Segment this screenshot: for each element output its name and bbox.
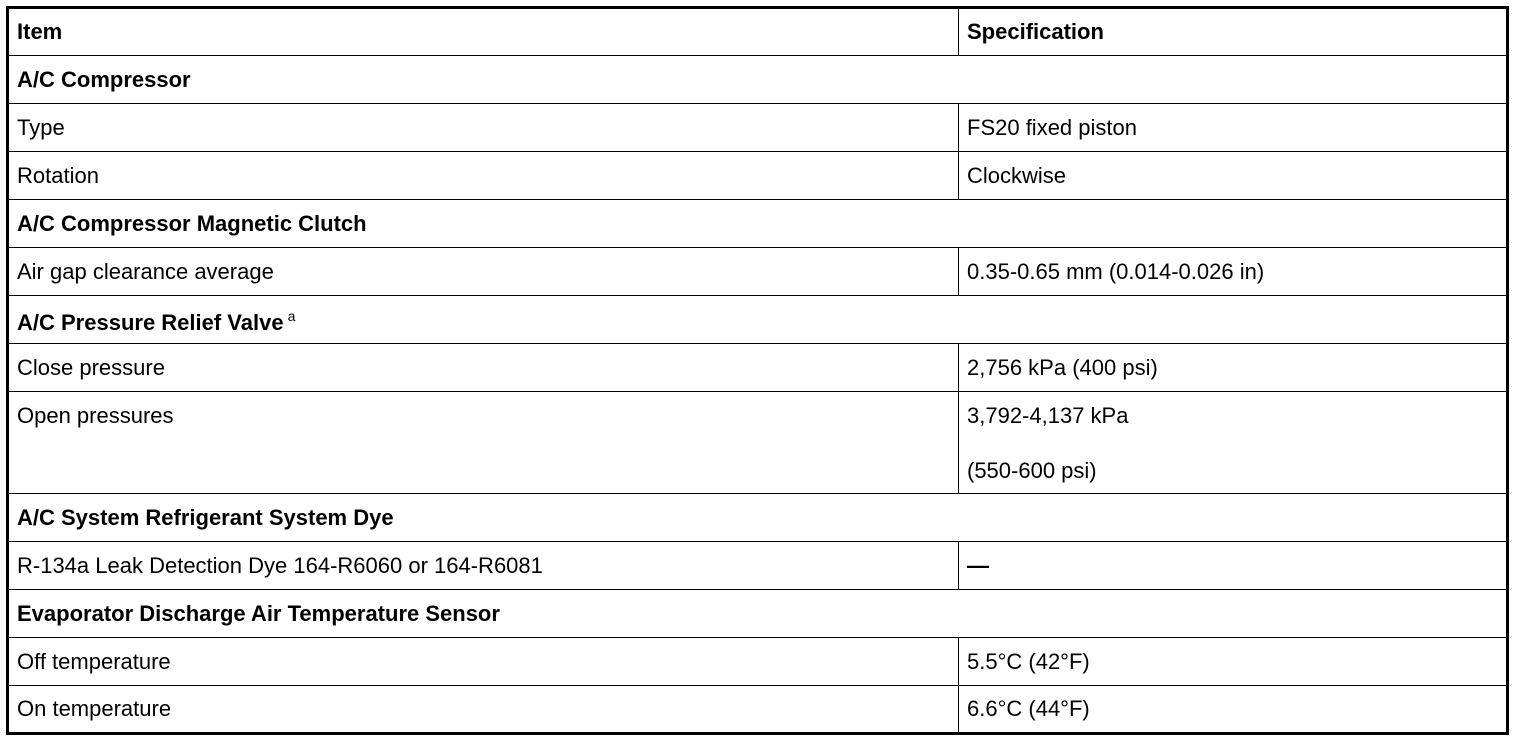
table-row [8,104,1508,152]
spec-line-1: 3,792-4,137 kPa [967,403,1129,428]
item-cell: Off temperature [8,638,959,686]
spec-cell: 6.6°C (44°F) [959,686,1508,734]
footnote-marker: a [287,308,296,324]
spec-cell [959,392,1508,494]
section-title: A/C Pressure Relief Valve [17,310,284,335]
table-row [8,392,1508,494]
table-row [8,686,1508,734]
item-cell: Rotation [8,152,959,200]
section-title-cell [8,296,1508,344]
header-specification: Specification [959,8,1508,56]
table-row [8,542,1508,590]
item-cell: Type [8,104,959,152]
spec-cell: 0.35-0.65 mm (0.014-0.026 in) [959,248,1508,296]
section-title: Evaporator Discharge Air Temperature Sensor [8,590,1508,638]
section-title: A/C System Refrigerant System Dye [8,494,1508,542]
section-header-row [8,590,1508,638]
table-header-row [8,8,1508,56]
item-cell: R-134a Leak Detection Dye 164-R6060 or 164-R6081 [8,542,959,590]
section-header-row [8,56,1508,104]
header-item: Item [8,8,959,56]
spec-cell: Clockwise [959,152,1508,200]
section-title: A/C Compressor Magnetic Clutch [8,200,1508,248]
spec-cell: FS20 fixed piston [959,104,1508,152]
item-cell: Close pressure [8,344,959,392]
table-row [8,248,1508,296]
section-header-row [8,296,1508,344]
item-cell: Air gap clearance average [8,248,959,296]
spec-cell: 2,756 kPa (400 psi) [959,344,1508,392]
item-cell: On temperature [8,686,959,734]
section-header-row [8,200,1508,248]
section-title: A/C Compressor [8,56,1508,104]
section-header-row [8,494,1508,542]
spec-line-2: (550-600 psi) [967,458,1097,483]
spec-cell: 5.5°C (42°F) [959,638,1508,686]
spec-cell: — [959,542,1508,590]
specification-table [6,6,1509,735]
table-row [8,152,1508,200]
table-row [8,638,1508,686]
table-row [8,344,1508,392]
item-cell: Open pressures [8,392,959,494]
